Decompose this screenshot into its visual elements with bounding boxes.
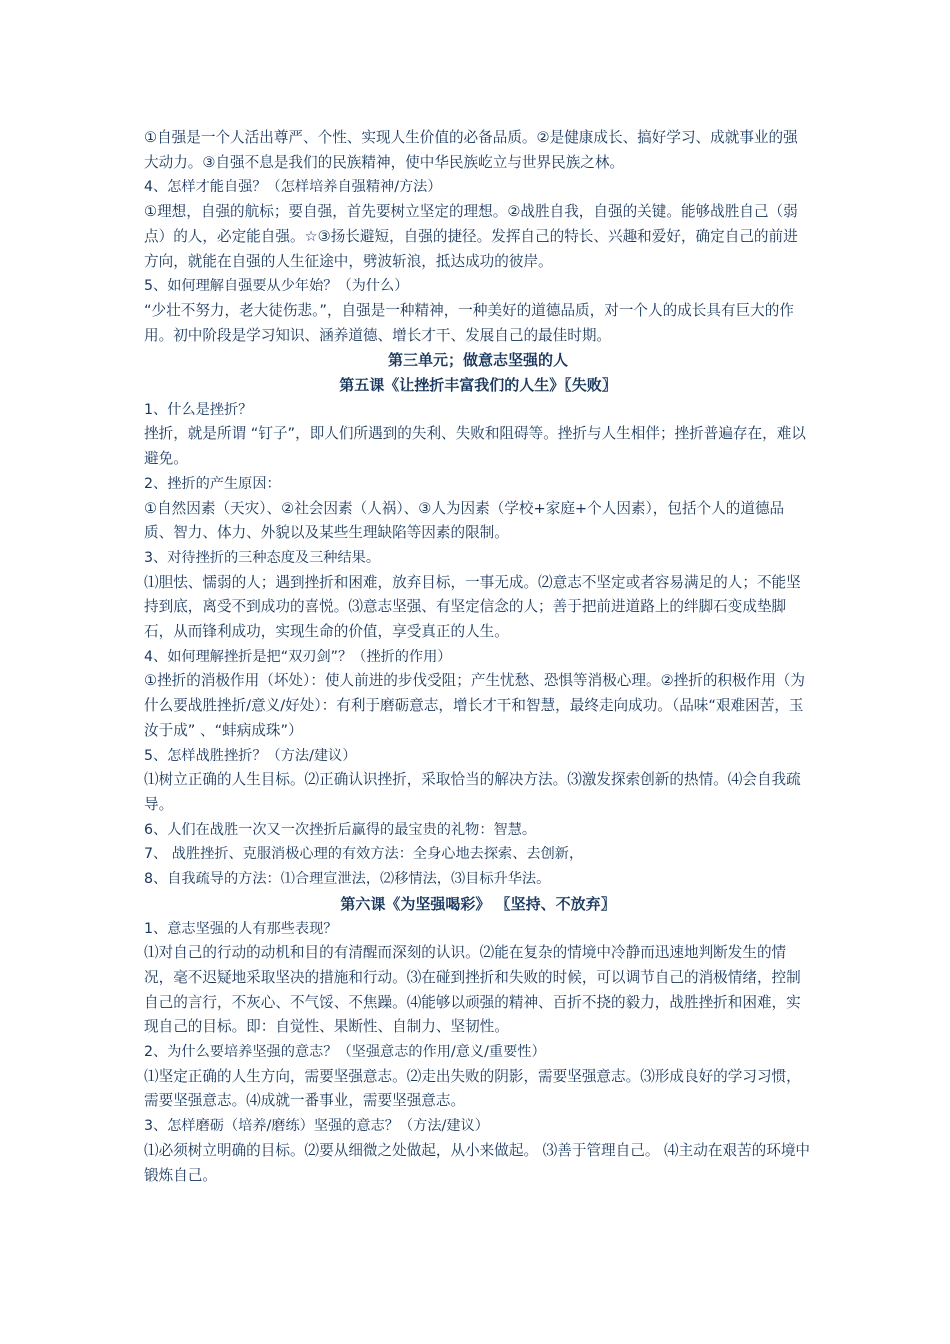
paragraph-answer: ⑴必须树立明确的目标。⑵要从细微之处做起，从小来做起。 ⑶善于管理自己。 ⑷主动在艰苦的环境中锻炼自己。 bbox=[144, 1141, 811, 1184]
lesson-title: 第六课《为坚强喝彩》 〖坚持、不放弃〗 bbox=[340, 894, 616, 913]
question-heading: 1、意志坚强的人有那些表现？ bbox=[144, 920, 338, 937]
paragraph-answer: ①理想，自强的航标；要自强，首先要树立坚定的理想。②战胜自我，自强的关键。能够战胜自己（弱点）的人，必定能自强。☆③扬长避短，自强的捷径。发挥自己的特长、兴趣和爱好，确定自己的前进方向，就能在自强的人生征途中，劈波斩浪，抵达成功的彼岸。 bbox=[144, 203, 798, 270]
question-heading: 4、如何理解挫折是把“双刃剑”？（挫折的作用） bbox=[144, 648, 452, 665]
paragraph-answer: ①挫折的消极作用（坏处）：使人前进的步伐受阻；产生忧愁、恐惧等消极心理。②挫折的积极作用（为什么要战胜挫折/意义/好处）：有利于磨砺意志，增长才干和智慧，最终走向成功。（品味“艰难困苦，玉汝于成” 、“蚌病成珠”） bbox=[144, 672, 805, 739]
paragraph-answer: ⑴坚定正确的人生方向，需要坚强意志。⑵走出失败的阴影，需要坚强意志。⑶形成良好的学习习惯，需要坚强意志。⑷成就一番事业，需要坚强意志。 bbox=[144, 1067, 801, 1110]
question-heading: 3、对待挫折的三种态度及三种结果。 bbox=[144, 549, 381, 566]
paragraph-answer: ⑴胆怯、懦弱的人；遇到挫折和困难，放弃目标，一事无成。⑵意志不坚定或者容易满足的人；不能坚持到底，离受不到成功的喜悦。⑶意志坚强、有坚定信念的人；善于把前进道路上的绊脚石变成垫脚石，从而锋利成功，实现生命的价值，享受真正的人生。 bbox=[144, 573, 801, 641]
question-heading: 1、什么是挫折？ bbox=[144, 401, 253, 418]
unit-title: 第三单元；做意志坚强的人 bbox=[387, 351, 568, 370]
question-heading: 2、挫折的产生原因： bbox=[144, 475, 281, 492]
question-heading: 7、 战胜挫折、克服消极心理的有效方法：全身心地去探索、去创新， bbox=[144, 846, 584, 863]
question-heading: 3、怎样磨砺（培养/磨练）坚强的意志？（方法/建议） bbox=[144, 1118, 489, 1135]
question-heading: 4、怎样才能自强？（怎样培养自强精神/方法） bbox=[144, 179, 442, 196]
question-heading: 2、为什么要培养坚强的意志？（坚强意志的作用/意义/重要性） bbox=[144, 1044, 546, 1061]
paragraph-answer: ①自强是一个人活出尊严、个性、实现人生价值的必备品质。②是健康成长、搞好学习、成就事业的强大动力。③自强不息是我们的民族精神，使中华民族屹立与世界民族之林。 bbox=[144, 129, 798, 171]
lesson-title: 第五课《让挫折丰富我们的人生》〖失败〗 bbox=[339, 376, 617, 395]
question-heading: 6、人们在战胜一次又一次挫折后赢得的最宝贵的礼物：智慧。 bbox=[144, 821, 537, 838]
question-heading: 5、怎样战胜挫折？（方法/建议） bbox=[144, 747, 357, 764]
paragraph-answer: ⑴树立正确的人生目标。⑵正确认识挫折，采取恰当的解决方法。⑶激发探索创新的热情。⑷会自我疏导。 bbox=[144, 771, 801, 813]
question-heading: 5、如何理解自强要从少年始？（为什么） bbox=[144, 278, 409, 295]
paragraph-answer: 挫折，就是所谓 “钉子”，即人们所遇到的失利、失败和阻碍等。挫折与人生相伴；挫折普遍存在，难以避免。 bbox=[144, 425, 806, 468]
paragraph-answer: “少壮不努力，老大徒伤悲。”，自强是一种精神，一种美好的道德品质，对一个人的成长具有巨大的作用。初中阶段是学习知识、涵养道德、增长才干、发展自己的最佳时期。 bbox=[144, 301, 794, 344]
paragraph-answer: ①自然因素（天灾）、②社会因素（人祸）、③人为因素（学校+家庭+个人因素），包括个人的道德品质、智力、体力、外貌以及某些生理缺陷等因素的限制。 bbox=[144, 499, 785, 542]
paragraph-answer: ⑴对自己的行动的动机和目的有清醒而深刻的认识。⑵能在复杂的情境中冷静而迅速地判断发生的情况，毫不迟疑地采取坚决的措施和行动。⑶在碰到挫折和失败的时候，可以调节自己的消极情绪，控制自己的言行，不灰心、不气馁、不焦躁。⑷能够以顽强的精神、百折不挠的毅力，战胜挫折和困难，实现自己的目标。即：自觉性、果断性、自制力、坚韧性。 bbox=[144, 944, 801, 1036]
document-body bbox=[144, 126, 812, 1188]
question-heading: 8、自我疏导的方法：⑴合理宣泄法，⑵移情法，⑶目标升华法。 bbox=[144, 871, 551, 888]
